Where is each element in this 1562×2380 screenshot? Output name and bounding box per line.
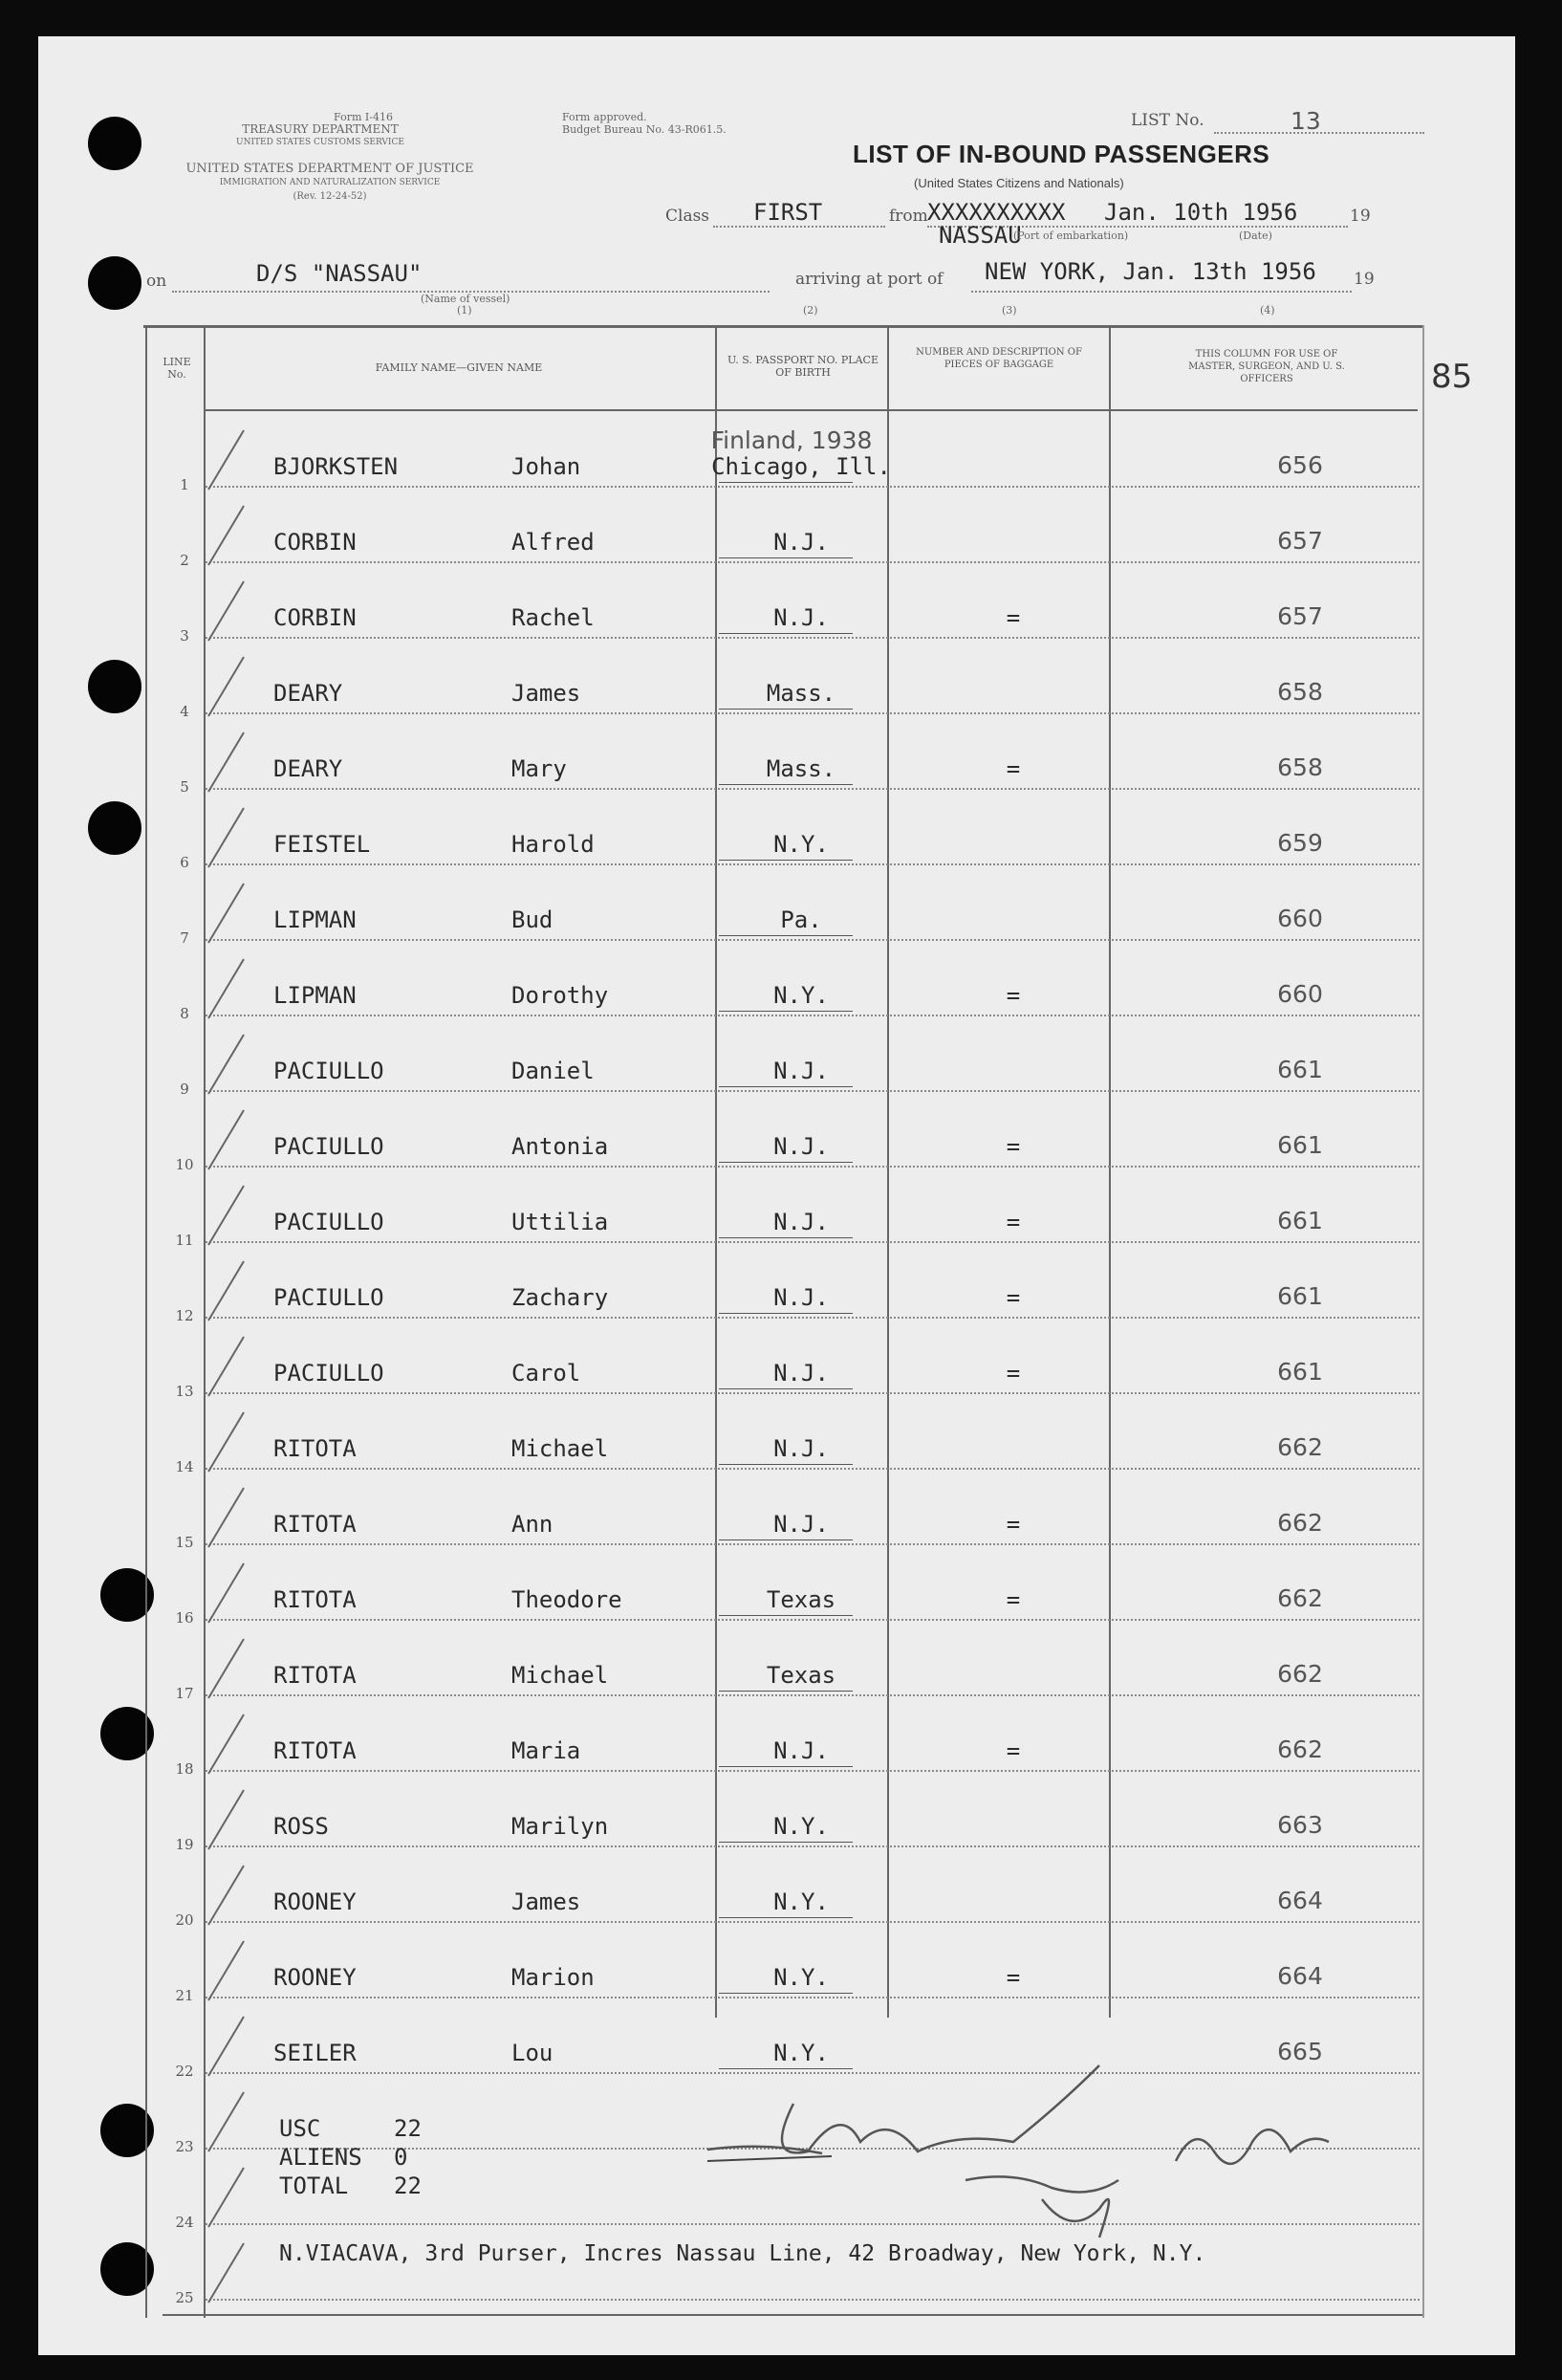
- check-tick: [208, 959, 244, 1018]
- row-line-number: 7: [180, 929, 189, 947]
- baggage-ditto: =: [1006, 1133, 1021, 1160]
- place-of-birth: N.J.: [773, 1058, 829, 1084]
- place-of-birth: N.J.: [773, 1360, 829, 1387]
- page-title: LIST OF IN-BOUND PASSENGERS: [853, 140, 1270, 168]
- given-name: Michael: [511, 1435, 609, 1462]
- baggage-ditto: =: [1006, 1284, 1021, 1311]
- row-line-number: 8: [180, 1005, 189, 1022]
- col-header-passport: U. S. PASSPORT NO. PLACE OF BIRTH: [727, 354, 879, 379]
- row-line-number: 19: [175, 1836, 194, 1853]
- place-of-birth: Mass.: [766, 755, 836, 782]
- place-of-birth: Texas: [766, 1662, 836, 1689]
- birth-note: Finland, 1938: [710, 426, 873, 454]
- baggage-ditto: =: [1006, 1360, 1021, 1387]
- given-name: Rachel: [511, 604, 595, 631]
- col-num-3: (3): [1002, 304, 1017, 317]
- check-tick: [208, 808, 244, 867]
- given-name: Lou: [511, 2040, 553, 2066]
- given-name: James: [511, 1889, 581, 1915]
- given-name: Ann: [511, 1511, 553, 1538]
- justice-dept: UNITED STATES DEPARTMENT OF JUSTICE: [185, 162, 474, 176]
- row-line-number: 10: [175, 1156, 194, 1173]
- family-name: RITOTA: [273, 1511, 357, 1538]
- check-tick: [208, 884, 244, 943]
- family-name: PACIULLO: [273, 1209, 384, 1235]
- family-name: ROONEY: [273, 1964, 357, 1991]
- row-line-number: 11: [175, 1232, 194, 1249]
- family-name: RITOTA: [273, 1662, 357, 1689]
- family-name: RITOTA: [273, 1737, 357, 1764]
- signature-underline: [707, 2156, 832, 2161]
- check-tick: [208, 506, 244, 565]
- officer-number: 657: [1277, 527, 1323, 555]
- row-line-number: 21: [175, 1987, 194, 2004]
- place-of-birth: N.J.: [773, 604, 829, 631]
- col-header-line: LINE No.: [163, 356, 191, 381]
- officer-number: 662: [1277, 1509, 1323, 1537]
- port-embark-label: (Port of embarkation): [1013, 229, 1129, 242]
- given-name: Zachary: [511, 1284, 609, 1311]
- baggage-ditto: =: [1006, 604, 1021, 631]
- list-no: 13: [1291, 107, 1321, 135]
- officer-number: 660: [1277, 980, 1323, 1008]
- family-name: RITOTA: [273, 1435, 357, 1462]
- given-name: Maria: [511, 1737, 581, 1764]
- given-name: Theodore: [511, 1586, 622, 1613]
- officer-number: 663: [1277, 1811, 1323, 1839]
- given-name: Harold: [511, 831, 595, 858]
- given-name: Michael: [511, 1662, 609, 1689]
- check-tick: [208, 1035, 244, 1094]
- place-of-birth: Texas: [766, 1586, 836, 1613]
- officer-number: 658: [1277, 753, 1323, 781]
- form-number: Form I-416: [334, 111, 393, 123]
- aliens-count: 0: [394, 2144, 408, 2171]
- row-line-number: 6: [180, 854, 189, 871]
- row-line-number: 14: [175, 1458, 194, 1475]
- usc-count: 22: [394, 2115, 422, 2142]
- place-of-birth: N.Y.: [773, 982, 829, 1009]
- baggage-ditto: =: [1006, 755, 1021, 782]
- check-tick: [208, 1488, 244, 1547]
- family-name: ROSS: [273, 1813, 329, 1840]
- check-tick: [208, 657, 244, 716]
- aliens-label: ALIENS: [279, 2144, 362, 2171]
- row-line-number: 16: [175, 1609, 194, 1627]
- place-of-birth: N.Y.: [773, 1889, 829, 1915]
- given-name: James: [511, 680, 581, 707]
- row-line-number: 15: [175, 1534, 194, 1551]
- place-of-birth: N.J.: [773, 1284, 829, 1311]
- family-name: DEARY: [273, 755, 343, 782]
- family-name: PACIULLO: [273, 1133, 384, 1160]
- row-line-number: 2: [180, 552, 189, 569]
- check-tick: [208, 1186, 244, 1245]
- place-of-birth: N.J.: [773, 1737, 829, 1764]
- officer-number: 658: [1277, 678, 1323, 706]
- given-name: Dorothy: [511, 982, 609, 1009]
- baggage-ditto: =: [1006, 1737, 1021, 1764]
- family-name: ROONEY: [273, 1889, 357, 1915]
- family-name: DEARY: [273, 680, 343, 707]
- purser-line: N.VIACAVA, 3rd Purser, Incres Nassau Line, 42 Broadway, New York, N.Y.: [279, 2241, 1206, 2266]
- place-of-birth: N.J.: [773, 1435, 829, 1462]
- given-name: Daniel: [511, 1058, 595, 1084]
- given-name: Antonia: [511, 1133, 609, 1160]
- customs-service: UNITED STATES CUSTOMS SERVICE: [236, 138, 404, 147]
- baggage-ditto: =: [1006, 1511, 1021, 1538]
- officer-number: 660: [1277, 905, 1323, 932]
- check-tick: [208, 1714, 244, 1774]
- arriving-label: arriving at port of: [795, 270, 944, 289]
- col-header-officers: THIS COLUMN FOR USE OF MASTER, SURGEON, AND U. S. OFFICERS: [1188, 349, 1345, 384]
- baggage-ditto: =: [1006, 1209, 1021, 1235]
- place-of-birth: N.J.: [773, 1133, 829, 1160]
- family-name: SEILER: [273, 2040, 357, 2066]
- family-name: FEISTEL: [273, 831, 371, 858]
- place-of-birth: N.Y.: [773, 1813, 829, 1840]
- row-line-number: 22: [175, 2063, 194, 2080]
- col-header-name: FAMILY NAME—GIVEN NAME: [375, 361, 543, 374]
- row-line-number: 20: [175, 1911, 194, 1929]
- place-of-birth: Pa.: [780, 906, 822, 933]
- row-line-number: 4: [180, 703, 189, 720]
- officer-number: 665: [1277, 2038, 1323, 2065]
- row-line-number: 17: [175, 1685, 194, 1702]
- row-line-number: 9: [180, 1081, 189, 1098]
- given-name: Carol: [511, 1360, 581, 1387]
- officer-number: 662: [1277, 1736, 1323, 1763]
- check-tick: [208, 732, 244, 792]
- check-tick: [208, 1639, 244, 1698]
- check-tick: [208, 1941, 244, 2000]
- family-name: CORBIN: [273, 529, 357, 556]
- col-header-baggage: NUMBER AND DESCRIPTION OF PIECES OF BAGGAGE: [916, 347, 1082, 370]
- place-of-birth: Chicago, Ill.: [711, 453, 891, 480]
- place-of-birth: N.Y.: [773, 2040, 829, 2066]
- row-line-number: 18: [175, 1760, 194, 1778]
- class-label: Class: [665, 207, 710, 226]
- budget-bureau: Budget Bureau No. 43-R061.5.: [562, 123, 727, 136]
- given-name: Bud: [511, 906, 553, 933]
- officer-number: 657: [1277, 602, 1323, 630]
- check-tick: [208, 1866, 244, 1925]
- from-label: from: [889, 207, 928, 226]
- officer-number: 661: [1277, 1131, 1323, 1159]
- given-name: Mary: [511, 755, 567, 782]
- officer-number: 661: [1277, 1358, 1323, 1386]
- row-line-number: 5: [180, 778, 189, 796]
- place-of-birth: N.Y.: [773, 831, 829, 858]
- row-line-number: 13: [175, 1383, 194, 1400]
- check-tick: [208, 2243, 244, 2303]
- page-subtitle: (United States Citizens and Nationals): [914, 176, 1124, 190]
- check-tick: [208, 2092, 244, 2151]
- form-approved: Form approved.: [562, 111, 647, 123]
- place-of-birth: N.J.: [773, 529, 829, 556]
- depart-date: Jan. 10th 1956: [1104, 199, 1298, 226]
- officer-number: 664: [1277, 1887, 1323, 1914]
- row-line-number: 12: [175, 1307, 194, 1324]
- officer-number: 664: [1277, 1962, 1323, 1990]
- officer-number: 662: [1277, 1660, 1323, 1688]
- row-line-number: 25: [175, 2289, 194, 2306]
- vessel-label: (Name of vessel): [421, 293, 510, 305]
- ins-service: IMMIGRATION AND NATURALIZATION SERVICE: [219, 178, 441, 187]
- family-name: PACIULLO: [273, 1058, 384, 1084]
- page-number: 85: [1431, 358, 1473, 396]
- baggage-ditto: =: [1006, 982, 1021, 1009]
- given-name: Marilyn: [511, 1813, 609, 1840]
- family-name: BJORKSTEN: [273, 453, 399, 480]
- row-line-number: 3: [180, 627, 189, 644]
- place-of-birth: N.J.: [773, 1511, 829, 1538]
- given-name: Uttilia: [511, 1209, 609, 1235]
- date-label: (Date): [1239, 229, 1272, 242]
- port-of-embarkation: NASSAU: [939, 222, 1022, 249]
- list-no-label: LIST No.: [1131, 111, 1204, 130]
- officer-number: 661: [1277, 1282, 1323, 1310]
- officer-number: 659: [1277, 829, 1323, 857]
- check-tick: [208, 1337, 244, 1396]
- year-suffix-2: 19: [1354, 270, 1375, 289]
- signature-mark: [707, 2065, 1329, 2238]
- check-tick: [208, 1110, 244, 1169]
- officer-number: 661: [1277, 1056, 1323, 1083]
- on-label: on: [146, 272, 167, 291]
- check-tick: [208, 1790, 244, 1849]
- family-name: RITOTA: [273, 1586, 357, 1613]
- check-tick: [208, 1261, 244, 1321]
- place-of-birth: N.Y.: [773, 1964, 829, 1991]
- baggage-ditto: =: [1006, 1964, 1021, 1991]
- col-num-4: (4): [1260, 304, 1275, 317]
- arrival-port-date: NEW YORK, Jan. 13th 1956: [985, 258, 1316, 285]
- check-tick: [208, 430, 244, 490]
- family-name: PACIULLO: [273, 1284, 384, 1311]
- family-name: LIPMAN: [273, 982, 357, 1009]
- family-name: PACIULLO: [273, 1360, 384, 1387]
- officer-number: 662: [1277, 1433, 1323, 1461]
- check-tick: [208, 1563, 244, 1623]
- from-struck: XXXXXXXXXX: [927, 199, 1066, 226]
- check-tick: [208, 1412, 244, 1472]
- vessel-name: D/S "NASSAU": [256, 260, 423, 287]
- treasury-dept: TREASURY DEPARTMENT: [242, 122, 399, 136]
- baggage-ditto: =: [1006, 1586, 1021, 1613]
- row-line-number: 1: [180, 476, 189, 493]
- given-name: Johan: [511, 453, 581, 480]
- family-name: CORBIN: [273, 604, 357, 631]
- check-tick: [208, 581, 244, 641]
- total-label: TOTAL: [279, 2173, 349, 2199]
- given-name: Alfred: [511, 529, 595, 556]
- check-tick: [208, 2168, 244, 2227]
- row-line-number: 24: [175, 2214, 194, 2231]
- place-of-birth: N.J.: [773, 1209, 829, 1235]
- col-num-2: (2): [803, 304, 818, 317]
- year-suffix: 19: [1350, 207, 1371, 226]
- given-name: Marion: [511, 1964, 595, 1991]
- row-line-number: 23: [175, 2138, 194, 2155]
- check-tick: [208, 2017, 244, 2076]
- place-of-birth: Mass.: [766, 680, 836, 707]
- total-count: 22: [394, 2173, 422, 2199]
- officer-number: 656: [1277, 451, 1323, 479]
- family-name: LIPMAN: [273, 906, 357, 933]
- usc-label: USC: [279, 2115, 321, 2142]
- col-num-1: (1): [457, 304, 472, 317]
- revision: (Rev. 12-24-52): [293, 191, 367, 202]
- class-value: FIRST: [753, 199, 823, 226]
- officer-number: 662: [1277, 1584, 1323, 1612]
- officer-number: 661: [1277, 1207, 1323, 1234]
